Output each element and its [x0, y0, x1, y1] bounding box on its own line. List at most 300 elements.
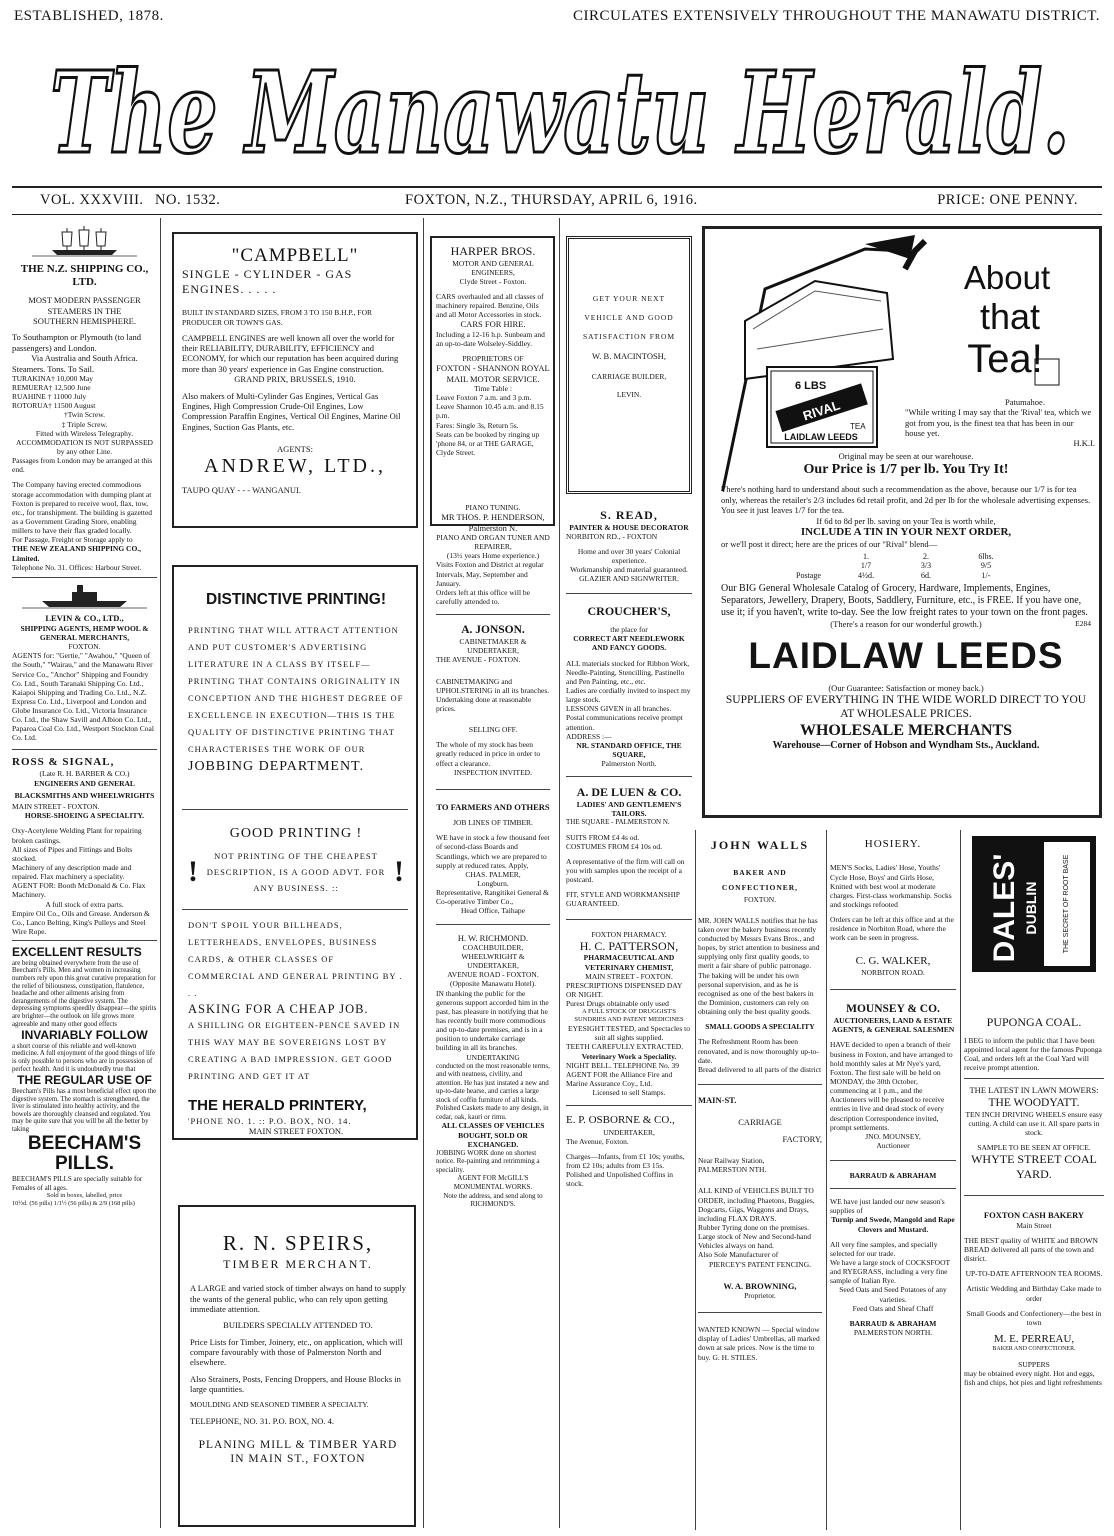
bakery-tea: UP-TO-DATE AFTERNOON TEA ROOMS. [965, 1269, 1103, 1279]
pharmacy-stock: A FULL STOCK OF DRUGGIST'S SUNDRIES AND PATENT MEDICINES [574, 1008, 684, 1024]
tea-suppliers: SUPPLIERS OF EVERYTHING IN THE WIDE WORLD DIRECT TO YOU AT WHOLESALE PRICES. [725, 693, 1087, 720]
harper-service: FOXTON - SHANNON ROYAL MAIL MOTOR SERVICE. [436, 363, 550, 384]
top-rule-2 [12, 214, 1102, 215]
hosiery-para: MEN'S Socks, Ladies' Hose, Youths' Cycle Hose, Boys' and Girls Hose, Knitted with best wool at moderate charges. First-class workmanship. Socks and stockings refooted [830, 863, 952, 909]
dist-title: DISTINCTIVE PRINTING! [206, 591, 386, 608]
ross-horse: HORSE-SHOEING A SPECIALITY. [24, 811, 145, 821]
divider [830, 1160, 956, 1161]
shipping-row: RUAHINE † 11000 July [12, 392, 87, 402]
farmers-office: Head Office, Taihape [461, 906, 525, 916]
tea-headline-3: Tea! [967, 337, 1043, 381]
divider [12, 577, 157, 578]
read-para: Workmanship and material guaranteed. [570, 565, 688, 575]
ship-icon [12, 583, 157, 609]
browning-para: Rubber Tyring done on the premises. [698, 1222, 809, 1232]
shipping-note: ‡ Triple Screw. [61, 419, 108, 429]
shipping-para: The Company having erected commodious storage accommodation with dumping plant at Foxton is prepared to receive wool, flax, tow, etc., for transhipment. The building is gazetted as a Government Grading Store, enabling millers to have their flax graded locally. [12, 480, 153, 536]
pharmacy-teeth: TEETH CAREFULLY EXTRACTED. [566, 1042, 684, 1052]
issue-line [40, 192, 1078, 212]
column-1 [12, 224, 157, 1208]
beecham-prices: 10½d. (56 pills) 1/1½ (56 pills) & 2/9 (168 pills) [12, 1200, 135, 1208]
walls-para: The Refreshment Room has been renovated, and is now thoroughly up-to-date. [698, 1037, 819, 1065]
harper-addr: Clyde Street - Foxton. [459, 276, 527, 286]
beecham-sold: Sold in boxes, labelled, price [46, 1192, 123, 1200]
walls-para: The baking will be under his own personal supervision, and as he is recognised as one of the best bakers in the Dominion, customers can rely on obtaining only the best quality goods. [698, 970, 814, 1017]
divider [436, 924, 550, 925]
tea-price-head: 1. [863, 551, 869, 561]
farmers-heading: TO FARMERS AND OTHERS [436, 801, 550, 812]
shipping-row: ROTORUA† 11500 August [12, 401, 96, 411]
harper-sub: MOTOR AND GENERAL ENGINEERS, [452, 258, 534, 277]
top-rule [12, 186, 1102, 188]
pharmacy-stamps: Licensed to sell Stamps. [592, 1088, 666, 1098]
walls-para: MR. JOHN WALLS notifies that he has taken over the bakery business recently conducted by Messrs Evans Bros., and hopes, by strict attention to business and supplying only first quality goods, to merit a fair share of public patronage. [698, 915, 820, 971]
tea-price: Our Price is 1/7 per lb. You Try It! [803, 462, 1009, 478]
selling-heading: SELLING OFF. [468, 725, 518, 735]
suppers-para: may be obtained every night. Hot and eggs, fish and chips, hot pies and light refreshments [964, 1368, 1102, 1387]
beecham-brand: BEECHAM'S [27, 1132, 142, 1154]
jonson-title: A. JONSON. [461, 624, 525, 637]
tea-post: or we'll post it direct; here are the prices of our "Rival" blend— [721, 539, 938, 550]
barraud-para: We have a large stock of COCKSFOOT and RYEGRASS, including a very fine sample of Italian Rye. [830, 1258, 950, 1286]
dist-para: PRINTING THAT WILL ATTRACT ATTENTION AND PUT CUSTOMER'S ADVERTISING LITERATURE IN A CLASS BY ITSELF—PRINTING THAT CONTAINS ORIGINALITY IN CONCEPTION AND THE HIGHEST DEGREE OF EXCELLENCE IN EXECUTION—THIS IS THE QUALITY OF DISTINCTIVE PRINTING THAT CHARACTERISES THE WORK OF OUR [188, 624, 404, 754]
campbell-addr: TAUPO QUAY - - - WANGANUI. [182, 484, 301, 495]
deluen-suits: SUITS FROM £4 4s od. [566, 832, 640, 842]
packet-tea: TEA [850, 422, 866, 431]
tea-postage-val: 4½d. [858, 571, 874, 581]
tea-postage-val: 6d. [921, 571, 931, 581]
osborne-addr: The Avenue, Foxton. [566, 1136, 629, 1146]
dales-word: DALES' [988, 853, 1021, 963]
pharmacy-sub: PHARMACEUTICAL AND VETERINARY CHEMIST, [583, 953, 675, 972]
jonson-sub: CABINETMAKER & UNDERTAKER, [459, 637, 527, 656]
herald-phone: 'PHONE NO. 1. :: P.O. BOX, NO. 14. [188, 1115, 352, 1126]
mounsey-name: JNO. MOUNSEY, [865, 1131, 921, 1141]
shipping-route: To Southampton or Plymouth (to land passengers) and London. [12, 332, 142, 353]
ross-title: ROSS & SIGNAL, [12, 755, 115, 768]
piano-para: Orders left at this office will be carefully attended to. [436, 587, 530, 606]
croucher-sub: the place for [610, 625, 648, 635]
dont-ask: ASKING FOR A CHEAP JOB. [188, 1002, 369, 1016]
divider [566, 1105, 692, 1106]
ross-agent: AGENT FOR: Booth McDonald & Co. Flax Machinery. [12, 881, 146, 900]
macintosh-line: CARRIAGE BUILDER, [591, 371, 667, 381]
croucher-address: ADDRESS :— [566, 731, 612, 741]
barraud-para: All very fine samples, and specially selected for our trade. [830, 1239, 938, 1258]
tea-price-table [796, 552, 1016, 581]
ross-eng: ENGINEERS AND GENERAL BLACKSMITHS AND WHEELWRIGHTS [14, 779, 155, 801]
barraud-heading: BARRAUD & ABRAHAM [849, 1171, 937, 1181]
tea-firm: LAIDLAW LEEDS [748, 634, 1064, 676]
richmond-all: ALL CLASSES OF VEHICLES BOUGHT, SOLD OR EXCHANGED. [441, 1121, 545, 1149]
divider [436, 789, 550, 790]
browning-para: Large stock of New and Second-hand Vehicles always on hand. [698, 1232, 811, 1251]
croucher-para: LESSONS GIVEN in all branches. [566, 704, 672, 714]
piano-heading: PIANO TUNING. [465, 503, 521, 513]
bakery-addr: Main Street [1016, 1220, 1052, 1230]
levin-para: AGENTS for: "Gertie," "Awahou," "Queen of the South," "Wairau," and the Manawatu River Service Co., "Anchor" Shipping and Foundry Co. Ltd., South Taranaki Shipping Co. Ltd., Kaiapoi Shipping and Trading Co. Ltd., N.Z. Express Co. Ltd., Liverpool and London and Globe Insurance Co. Ltd., Victoria Insurance Co. Ltd., the Shaw Savill and Albion Co. Ltd., Paparoa Coal Co. Ltd., Westport Stockton Coal Co. Ltd. [12, 651, 154, 743]
walls-sub: BAKER AND CONFECTIONER, [721, 867, 799, 892]
tea-price-head: 6lbs. [978, 551, 994, 561]
carriage: CARRIAGE [738, 1117, 782, 1128]
deluen-title: A. DE LUEN & CO. [576, 785, 682, 800]
pharmacy-eyes: EYESIGHT TESTED, and Spectacles to suit all sights supplied. [568, 1024, 690, 1043]
macintosh-name: W. B. MACINTOSH, [592, 351, 666, 362]
selling-invited: INSPECTION INVITED. [454, 767, 532, 777]
tea-postage-label: Postage [796, 571, 821, 581]
croucher-para: Ladies are cordially invited to inspect my large stock. [566, 685, 691, 705]
divider [964, 1195, 1104, 1196]
wanted-known: WANTED KNOWN — Special window display of Ladies' Umbrellas, all marked down at sale prices. Now is the time to buy. G. H. STILES. [698, 1325, 820, 1362]
col-divider [695, 830, 696, 1530]
masthead-title: The Manawatu Herald. [50, 48, 1070, 174]
macintosh-line: GET YOUR NEXT [592, 294, 666, 303]
barraud-para: WE have just landed our new season's supplies of [830, 1197, 945, 1216]
shipping-note: †Twin Screw. [63, 410, 106, 420]
bakery-para: Small Goods and Confectionery—the best in town [966, 1308, 1102, 1327]
lawn-sample: SAMPLE TO BE SEEN AT OFFICE. [977, 1142, 1091, 1152]
mounsey-para: HAVE decided to open a branch of their business in Foxton, and have arranged to hold monthly sales at Mr Nye's yard, Foxton. The first sale will be held on MONDAY, the 30th October, commencing at 1 p.m., and the Auctioneers will be pleased to receive entries in live and dead stock of every description Correspondence invited, prompt settlements. [830, 1040, 953, 1132]
mounsey-role: Auctioneer [876, 1140, 910, 1150]
hosiery-para: Orders can be left at this office and at the residence in Norbiton Road, where the work can be seen in progress. [830, 915, 954, 943]
browning-fencing: PIERCEY'S PATENT FENCING. [709, 1259, 811, 1269]
tea-price-head: 2. [923, 551, 929, 561]
tea-price-val: 3/3 [920, 561, 932, 571]
richmond-job: JOBBING WORK done on shortest notice. Re-painting and retrimming a speciality. [436, 1148, 540, 1174]
croucher-para: ALL materials stocked for Ribbon Work, Needle-Painting, Stencilling, Pastinello and Pen Painting, etc., etc. [566, 658, 690, 686]
lawn-heading: THE LATEST IN LAWN MOWERS: [969, 1085, 1099, 1096]
deluen-para: A representative of the firm will call on you with samples upon the receipt of a postcard. [566, 856, 685, 885]
tea-price-val: 9/5 [980, 561, 992, 571]
column-5 [698, 838, 822, 1362]
tea-headline-1: About [963, 259, 1051, 296]
tea-postage-val: 1/- [981, 571, 991, 581]
barraud-heading: BARRAUD & ABRAHAM [849, 1318, 937, 1328]
divider [698, 1312, 822, 1313]
tea-headline-2: that [979, 296, 1041, 337]
barraud-palm: PALMERSTON NORTH. [853, 1328, 933, 1338]
campbell-agents: AGENTS: [277, 443, 313, 454]
beecham-para: are being obtained everywhere from the use of Beecham's Pills. Men and women in increasing numbers rely upon this great curative preparation for the relief of biliousness, constipation, flatulence, headache and other ailments arising from derangements of the digestive system. The depressing symptoms speedily disappear—the spirits are brighter—the outlook on life grows more agreeable and many other good effects [12, 959, 157, 1028]
osborne-title: E. P. OSBORNE & CO., [566, 1114, 675, 1127]
speirs-sub: TIMBER MERCHANT. [223, 1256, 373, 1271]
divider [830, 989, 956, 990]
tea-include: INCLUDE A TIN IN YOUR NEXT ORDER, [800, 525, 1012, 538]
packet-rival: RIVAL [801, 397, 842, 424]
pharmacy-vet: Veterinary Work a Speciality. [581, 1051, 677, 1061]
shipping-apply: For Passage, Freight or Storage apply to [12, 535, 133, 545]
bakery-para: Artistic Wedding and Birthday Cake made to order [966, 1284, 1102, 1303]
tea-price-val: 1/7 [860, 561, 872, 571]
divider [566, 776, 692, 777]
browning-para: ALL KIND of VEHICLES BUILT TO ORDER, including Phaetons, Buggies, Dogcarts, Gigs, Waggons and Drays, including FLAX DRAYS. [698, 1186, 815, 1223]
factory: FACTORY, [782, 1133, 822, 1144]
richmond-sub: COACHBUILDER, WHEELWRIGHT & UNDERTAKER, [461, 942, 525, 971]
deluen-costumes: COSTUMES FROM £4 10s od. [566, 841, 663, 851]
tea-wholesale: WHOLESALE MERCHANTS [799, 721, 1013, 739]
levin-sub: SHIPPING AGENTS, HEMP WOOL & GENERAL MERCHANTS, [20, 623, 149, 642]
tea-quote: "While writing I may say that the 'Rival' tea, which we got from you, is the finest tea that has been in our house yet. [905, 407, 1092, 439]
shipping-title: THE N.Z. SHIPPING CO., LTD. [20, 262, 149, 288]
puponga-para: I BEG to inform the public that I have been appointed local agent for the famous Puponga Coal, and orders left at the Coal Yard will receive prompt attention. [964, 1035, 1102, 1073]
palmerston: PALMERSTON NTH. [698, 1165, 767, 1175]
col-divider [423, 218, 424, 1528]
campbell-title: "CAMPBELL" [231, 245, 359, 266]
read-para: GLAZIER AND SIGNWRITER. [579, 574, 679, 584]
beecham-heading: EXCELLENT RESULTS [12, 945, 142, 960]
dales-dublin: DUBLIN [1023, 881, 1039, 935]
speirs-also: Also Strainers, Posts, Fencing Droppers, and House Blocks in large quantities. [190, 1373, 401, 1395]
beecham-note: BEECHAM'S PILLS are specially suitable for Females of all ages. [12, 1175, 143, 1192]
dont-para: A SHILLING OR EIGHTEEN-PENCE SAVED IN THIS WAY MAY BE SOVEREIGNS LOST BY CREATING A BAD IMPRESSION. GET GOOD PRINTING AND GET IT AT [188, 1020, 401, 1082]
divider [566, 593, 692, 594]
tea-para: There's nothing hard to understand about such a recommendation as the above, because our 1/7 is for tea only, whereas the retailer's 2/3 includes 6d retail profit, and 2d per lb for the wholesale advertising expenses. You see it just leaves 1/7 for the tea. [721, 484, 1091, 516]
column-6 [830, 838, 956, 1337]
masthead [40, 44, 1080, 174]
ship-icon [12, 224, 157, 258]
divider [12, 749, 157, 750]
beecham-para: Beecham's Pills has a most beneficial effect upon the digestive system. The stomach is strengthened, the liver is stimulated into healthy activity, and the bowels are thoroughly cleansed and regulated. You may be quite sure that you will be all the better by taking [12, 1087, 157, 1133]
herald-printery: THE HERALD PRINTERY, [188, 1097, 367, 1115]
shipping-agent: THE NEW ZEALAND SHIPPING CO., Limited. [12, 544, 142, 563]
osborne-para: Charges—Infants, from £1 10s; youths, from £2 10s; adults from £3 15s. [566, 1151, 685, 1171]
divider [698, 1084, 822, 1085]
deluen-fit: FIT, STYLE AND WORKMANSHIP GUARANTEED. [566, 890, 680, 909]
harper-time: Leave Foxton 7 a.m. and 3 p.m. [436, 393, 532, 403]
tea-initials: H.K.I. [1073, 438, 1095, 449]
beecham-heading: THE REGULAR USE OF [17, 1073, 152, 1088]
harper-para: Including a 12-16 h.p. Sunbeam and an up-to-date Wolseley-Siddley. [436, 329, 545, 348]
deluen-sub: LADIES' AND GENTLEMEN'S TAILORS. [576, 799, 682, 818]
divider [436, 614, 550, 615]
walls-para: Bread delivered to all parts of the district [698, 1064, 822, 1074]
mounsey-sub: AUCTIONEERS, LAND & ESTATE AGENTS, & GENERAL SALESMEN [831, 1016, 955, 1035]
divider [182, 809, 408, 810]
pharmacy-drugs: Purest Drugs obtainable only used [566, 999, 669, 1009]
speirs-para: A LARGE and varied stock of timber always on hand to supply the wants of the general public, who can rely upon getting immediate attention. [190, 1283, 407, 1314]
dont-para: DON'T SPOIL YOUR BILLHEADS, LETTERHEADS, ENVELOPES, BUSINESS CARDS, & OTHER CLASSES OF COMMERCIAL AND GENERAL PRINTING BY . . . [188, 920, 403, 998]
established: ESTABLISHED, 1878. [14, 8, 164, 24]
read-para: Home and over 30 years' Colonial experience. [577, 546, 681, 566]
read-title: S. READ, [600, 508, 658, 522]
harper-timetable: Time Table : [474, 383, 512, 393]
herald-printery-ad [172, 565, 418, 1140]
exclamation-icon: ! [394, 854, 404, 888]
lawn-para: TEN INCH DRIVING WHEELS ensure easy cutting. A child can use it. All spare parts in stock. [965, 1109, 1103, 1137]
macintosh-line: LEVIN. [616, 390, 642, 400]
barraud-para: Feed Oats and Sheaf Chaff [852, 1303, 934, 1313]
croucher-place: Palmerston North. [601, 759, 657, 769]
shipping-row: REMUERA† 12,500 June [12, 383, 91, 393]
bakery-heading: FOXTON CASH BAKERY [983, 1210, 1085, 1221]
pharmacy-bell: NIGHT BELL. TELEPHONE No. 39 [566, 1060, 680, 1070]
suppers-heading: SUPPERS [1018, 1359, 1050, 1369]
tea-guarantee: (Our Guarantee: Satisfaction or money back.) [828, 682, 984, 693]
col-divider [826, 830, 827, 1530]
harper-title: HARPER BROS. [450, 244, 536, 258]
ross-mach: Machinery of any description made and repaired. Flax machinery a speciality. [12, 863, 132, 882]
deluen-addr: THE SQUARE - PALMERSTON N. [566, 818, 670, 827]
good-title: GOOD PRINTING ! [229, 826, 363, 841]
levin-place: FOXTON. [68, 642, 101, 652]
tea-para: If 6d to 8d per lb. saving on your Tea is worth while, [816, 515, 996, 526]
ross-stock: A full stock of extra parts. [45, 899, 124, 909]
shipping-passages: Passages from London may be arranged at this end. [12, 456, 153, 475]
tea-reason: (There's a reason for our wonderful growth.) [830, 619, 982, 630]
near-station: Near Railway Station, [698, 1156, 765, 1166]
shipping-sub: SOUTHERN HEMISPHERE. [33, 316, 136, 327]
speirs-mould: MOULDING AND SEASONED TIMBER A SPECIALTY. [190, 1400, 369, 1410]
richmond-agent: AGENT FOR McGILL'S MONUMENTAL WORKS. [453, 1174, 533, 1191]
speirs-tel: TELEPHONE, NO. 31. P.O. BOX, NO. 4. [190, 1415, 335, 1426]
ross-oxy: Oxy-Acetylene Welding Plant for repairing broken castings. [12, 826, 142, 845]
richmond-note: Note the address, and send along to RICHMOND'S. [443, 1191, 543, 1209]
harper-hire: CARS FOR HIRE. [460, 319, 526, 330]
volume: VOL. XXXVIII. [40, 192, 144, 208]
macintosh-line: VEHICLE AND GOOD [584, 312, 674, 322]
campbell-sub: SINGLE - CYLINDER - GAS ENGINES. . . . . [182, 267, 353, 296]
farmers-para: WE have in stock a few thousand feet of second-class Boards and Scantlings, which we are prepared to supply at reduced rates. Apply, [436, 833, 550, 870]
col-divider [960, 830, 961, 1530]
macintosh-line: SATISFACTION FROM [582, 331, 676, 341]
column-3 [436, 244, 550, 1209]
divider [12, 940, 157, 941]
shipping-wireless: Fitted with Wireless Telegraphy. [35, 428, 134, 438]
read-addr: NORBITON RD., - FOXTON [566, 531, 658, 541]
osborne-para: Polished and Unpolished Coffins in stock. [566, 1170, 673, 1189]
whyte-coal: WHYTE STREET COAL YARD. [971, 1152, 1097, 1181]
pharmacy-agent: AGENT FOR the Alliance Fire and Marine Assurance Coy., Ltd. [566, 1069, 673, 1088]
hosiery-heading: HOSIERY. [864, 838, 922, 850]
barraud-para: Seed Oats and Seed Potatoes of any varieties. [839, 1285, 947, 1304]
dales-text: THE SECRET OF ROOT BASE [1063, 854, 1070, 954]
campbell-built: BUILT IN STANDARD SIZES, FROM 3 TO 150 B.H.P., FOR PRODUCER OR TOWN'S GAS. [182, 308, 372, 327]
beecham-para: a short course of this reliable and well-known medicine. A full enjoyment of the good things of life is only possible to persons who are in possession of perfect health. And it is undoubtedly true that [12, 1042, 156, 1073]
piano-sub: PIANO AND ORGAN TUNER AND REPAIRER, [436, 532, 550, 552]
shipping-sub: MOST MODERN PASSENGER [28, 295, 141, 306]
shipping-accom: ACCOMMODATION IS NOT SURPASSED by any other Line. [16, 437, 153, 457]
tea-code: E284 [1075, 619, 1091, 629]
richmond-para: conducted on the most reasonable terms, and with neatness, civility, and attention. He has just instated a new and up-to-date hearse, and carries a large stock of coffin furniture of all kinds. Polished Caskets made to any design, in cedar, oak, kauri or rimu. [436, 1061, 550, 1121]
mounsey-title: MOUNSEY & CO. [846, 1003, 940, 1016]
col-divider [559, 218, 560, 1528]
exclamation-icon: ! [188, 854, 198, 888]
jonson-addr: THE AVENUE - FOXTON. [436, 655, 521, 665]
farmers-rep: Representative, Rangitikei General & Co-operative Timber Co., [436, 888, 549, 907]
browning-para: Also Sole Manufacturer of [698, 1250, 779, 1260]
ross-sub: (Late R. H. BARBER & CO.) [39, 769, 130, 779]
dales-ad [972, 836, 1096, 972]
beecham-heading: INVARIABLY FOLLOW [21, 1028, 148, 1043]
croucher-title: CROUCHER'S, [587, 604, 671, 619]
pharmacy-addr: MAIN STREET - FOXTON. [585, 971, 673, 981]
browning-prop: Proprietor. [744, 1291, 776, 1300]
laidlaw-leeds-ad [702, 226, 1102, 818]
walker-name: C. G. WALKER, [855, 954, 931, 967]
walls-small: SMALL GOODS A SPECIALITY [705, 1022, 815, 1032]
selling-para: The whole of my stock has been greatly reduced in price in order to effect a clearance. [436, 740, 541, 768]
beecham-brand: PILLS. [54, 1153, 115, 1175]
richmond-undertaking: UNDERTAKING [466, 1052, 520, 1062]
harper-seats: Seats can be booked by ringing up 'phone 84, or at THE GARAGE, Clyde Street. [436, 429, 540, 457]
column-4b [566, 508, 692, 1188]
speirs-mill: PLANING MILL & TIMBER YARD IN MAIN ST., FOXTON [198, 1438, 398, 1465]
column-7 [964, 1015, 1104, 1387]
walls-title: JOHN WALLS [710, 838, 810, 852]
ross-addr: MAIN STREET - FOXTON. [12, 802, 100, 812]
farmers-name: CHAS. PALMER, [465, 869, 521, 879]
divider [566, 919, 692, 920]
main-st: MAIN-ST. [698, 1095, 737, 1106]
croucher-line: CORRECT ART NEEDLEWORK AND FANCY GOODS. [573, 634, 685, 653]
pharmacy-pres: PRESCRIPTIONS DISPENSED DAY OR NIGHT. [566, 980, 683, 999]
piano-para: Visits Foxton and District at regular Intervals, May, September and January. [436, 560, 544, 588]
shipping-route: Via Australia and South Africa. [31, 353, 138, 364]
campbell-para: CAMPBELL ENGINES are well known all over the world for their RELIABILITY, DURABILITY, EFFICIENCY and ECONOMY, for which our reputation has been acquired during more than 30 years' experience in Gas Engine construction. [182, 332, 399, 374]
jonson-para: CABINETMAKING and UPHOLSTERING in all its branches. Undertaking done at reasonable prices. [436, 676, 550, 713]
tea-warehouse: Warehouse—Corner of Hobson and Wyndham Sts., Auckland. [772, 740, 1040, 752]
column-4 [574, 290, 684, 405]
campbell-prix: GRAND PRIX, BRUSSELS, 1910. [234, 374, 356, 385]
campbell-andrew: ANDREW, LTD., [204, 455, 386, 478]
ross-pipes: All sizes of Pipes and Fittings and Bolts stocked. [12, 844, 133, 863]
top-line [14, 8, 1100, 30]
harper-time: Leave Shannon 10.45 a.m. and 8.15 p.m. [436, 402, 544, 421]
issue-number: NO. 1532. [155, 192, 221, 208]
bakery-para: THE BEST quality of WHITE and BROWN BREAD delivered all parts of the town and district. [964, 1235, 1098, 1264]
richmond-addr: AVENUE ROAD - FOXTON. (Opposite Manawatu Hotel). [447, 970, 539, 989]
shipping-table-header: Steamers. Tons. To Sail. [12, 363, 95, 374]
richmond-para: IN thanking the public for the generous support accorded him in the past, has pleasure in notifying that he has recently built more commodious and up-to-date premises, and is in a position to undertake carriage building in all its branches. [436, 988, 549, 1053]
browning-name: W. A. BROWNING, [723, 1280, 797, 1291]
divider [830, 1188, 956, 1189]
speirs-ad [178, 1205, 416, 1527]
shipping-tel: Telephone No. 31. Offices: Harbour Street. [12, 562, 142, 572]
good-para: NOT PRINTING OF THE CHEAPEST DESCRIPTION, IS A GOOD ADVT. FOR ANY BUSINESS. :: [206, 851, 386, 894]
dateline: FOXTON, N.Z., THURSDAY, APRIL 6, 1916. [405, 192, 698, 208]
croucher-para: Postal communications receive prompt attention. [566, 713, 683, 732]
walker-addr: NORBITON ROAD. [861, 967, 925, 977]
perreau-name: M. E. PERREAU, [993, 1333, 1075, 1345]
richmond-title: H. W. RICHMOND. [457, 932, 529, 943]
divider [182, 909, 408, 910]
tea-catalog: Our BIG General Wholesale Catalog of Grocery, Hardware, Implements, Engines, Separators, Jewellery, Drapery, Boots, Saddlery, Furniture, etc., is FREE. If you have one, use it; if you haven't, write to-day. See the low freight rates to your town on the front pages. [721, 582, 1088, 619]
tea-original: Original may be seen at our warehouse. [838, 451, 974, 461]
campbell-also: Also makers of Multi-Cylinder Gas Engines, Vertical Gas Engines, High Compression Crude-Oil Engines, Low Compression Paraffin Engines, Vertical Oil Engines, Marine Oil Engines, Suction Gas Plants, etc. [182, 390, 401, 432]
pharmacy-heading: FOXTON PHARMACY. [591, 929, 667, 939]
piano-exp: (13½ years Home experience.) [446, 551, 540, 561]
lawn-woodyatt: THE WOODYATT. [988, 1096, 1080, 1109]
levin-title: LEVIN & CO., LTD., [45, 613, 124, 624]
puponga-heading: PUPONGA COAL. [986, 1015, 1082, 1029]
price: PRICE: ONE PENNY. [937, 192, 1078, 208]
pharmacy-name: H. C. PATTERSON, [579, 938, 679, 953]
speirs-price: Price Lists for Timber, Joinery, etc., on application, which will compare favourably with those of Palmerston North and elsewhere. [190, 1336, 403, 1368]
dist-jobbing: JOBBING DEPARTMENT. [188, 758, 365, 774]
speirs-builders: BUILDERS SPECIALLY ATTENDED TO. [223, 1320, 373, 1331]
packet-lbs: 6 LBS [795, 380, 827, 392]
speirs-title: R. N. SPEIRS, [222, 1231, 374, 1255]
divider [964, 1078, 1104, 1079]
ross-empire: Empire Oil Co., Oils and Grease. Anderson & Co., Lanco Belting, King's Pulleys and Steel Wire Rope. [12, 908, 150, 936]
farmers-job: JOB LINES OF TIMBER. [453, 818, 533, 828]
circulates: CIRCULATES EXTENSIVELY THROUGHOUT THE MANAWATU DISTRICT. [573, 8, 1100, 24]
shipping-sub: STEAMERS IN THE [47, 305, 122, 316]
herald-addr: MAIN STREET FOXTON. [248, 1125, 344, 1136]
harper-prop: PROPRIETORS OF [462, 354, 524, 364]
campbell-ad [172, 232, 418, 528]
perreau-sub: BAKER AND CONFECTIONER. [992, 1346, 1076, 1353]
